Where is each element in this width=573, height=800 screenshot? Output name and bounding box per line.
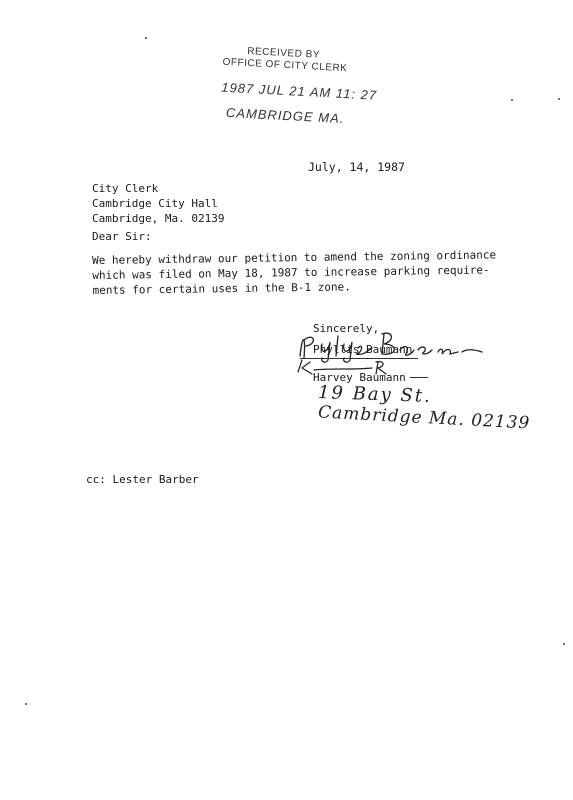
stamp-office: OFFICE OF CITY CLERK bbox=[222, 56, 348, 75]
stamp-datetime: 1987 JUL 21 AM 11: 27 bbox=[220, 79, 378, 103]
body-line: We hereby withdraw our petition to amend the zoning ordinance bbox=[92, 248, 497, 267]
received-stamp bbox=[213, 44, 378, 146]
signer-name-harvey: Harvey Baumann bbox=[313, 371, 406, 384]
handwritten-street: 19 Bay St. bbox=[317, 382, 433, 407]
salutation: Dear Sir: bbox=[92, 230, 152, 243]
stamp-received-by: RECEIVED BY bbox=[246, 45, 321, 61]
body-line: ments for certain uses in the B-1 zone. bbox=[92, 280, 351, 297]
scan-speck bbox=[511, 99, 513, 101]
scan-speck bbox=[558, 98, 560, 100]
body-line: which was filed on May 18, 1987 to increase parking require- bbox=[92, 263, 490, 282]
recipient-line: City Clerk bbox=[92, 182, 159, 195]
stamp-city: CAMBRIDGE MA. bbox=[225, 104, 345, 127]
recipient-address bbox=[92, 181, 224, 226]
scan-speck bbox=[25, 703, 27, 705]
recipient-line: Cambridge, Ma. 02139 bbox=[92, 212, 225, 225]
recipient-line: Cambridge City Hall bbox=[92, 197, 218, 210]
signature-tick bbox=[410, 377, 428, 378]
signer-name-phyllis: Phyllis Baumann bbox=[313, 343, 413, 356]
handwritten-city: Cambridge Ma. 02139 bbox=[317, 402, 531, 434]
cc-line: cc: Lester Barber bbox=[86, 473, 199, 486]
scan-speck bbox=[145, 37, 147, 39]
letter-body bbox=[92, 247, 497, 298]
closing: Sincerely, bbox=[313, 322, 380, 335]
scan-speck bbox=[563, 643, 565, 645]
letter-date: July, 14, 1987 bbox=[308, 160, 405, 174]
